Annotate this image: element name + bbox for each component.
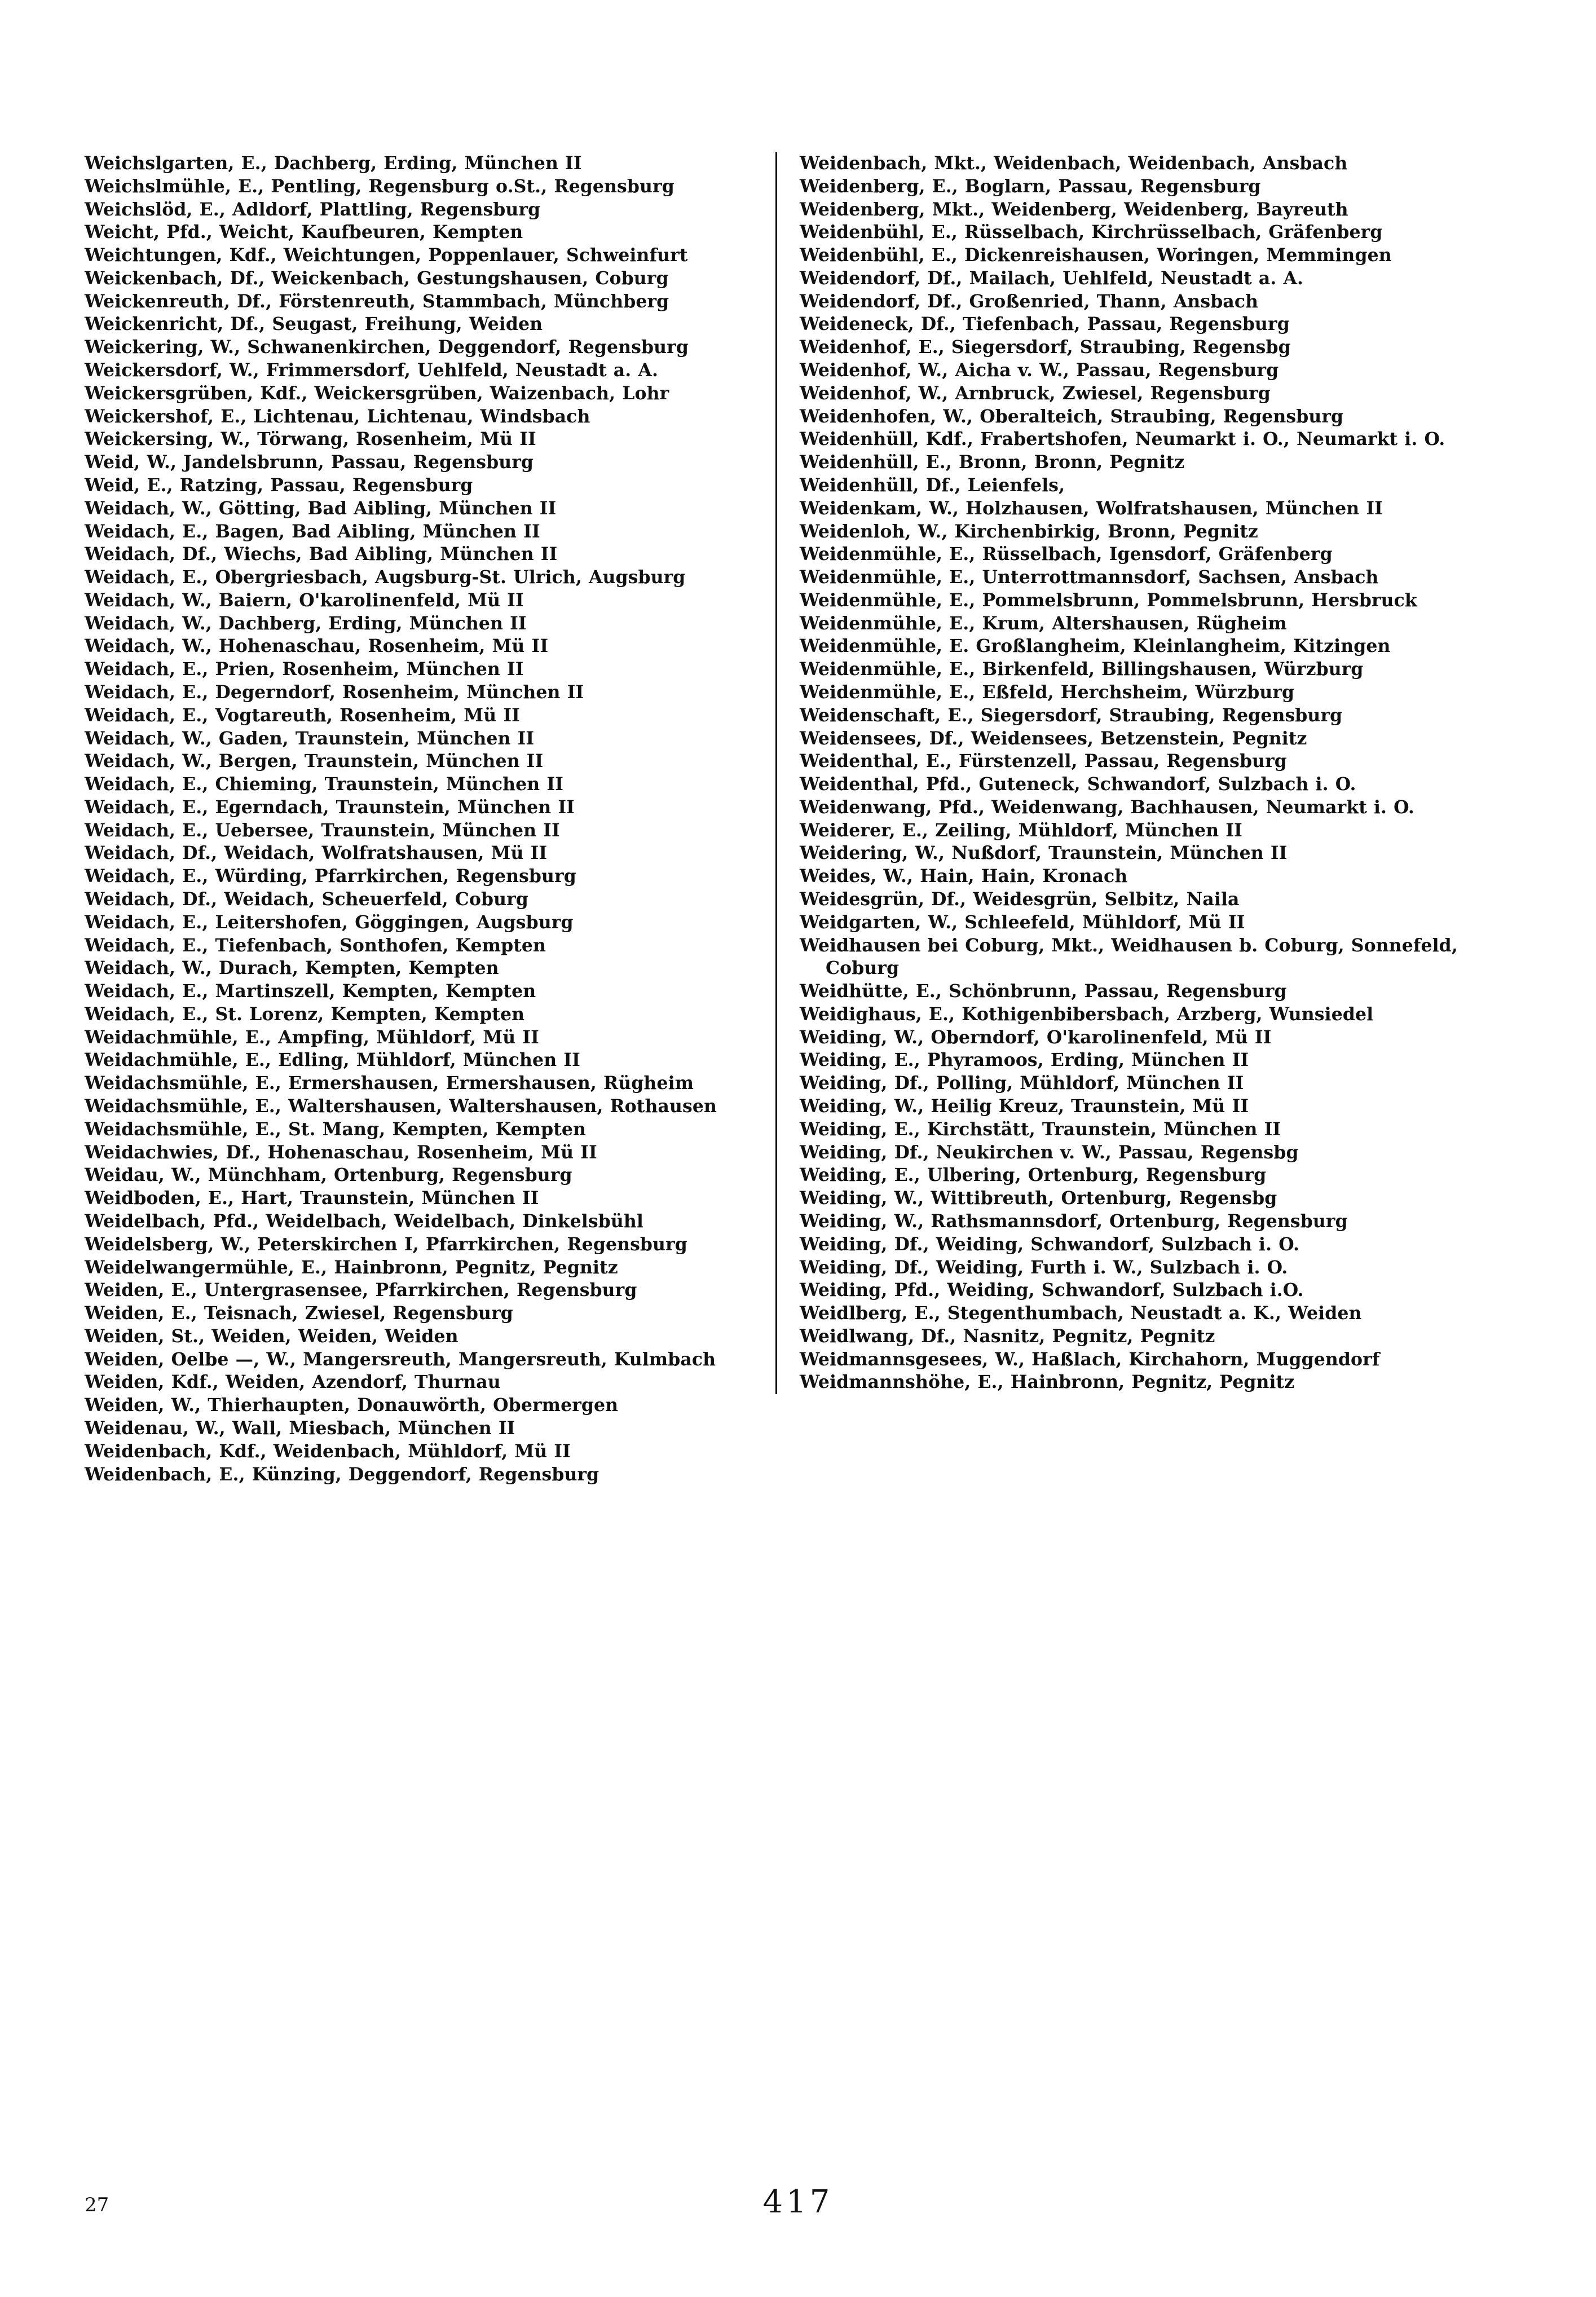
index-entry: Weidenau, W., Wall, Miesbach, München II [85, 1417, 515, 1439]
index-entry: Weidach, Df., Weidach, Wolfratshausen, Mü II [85, 843, 548, 864]
index-entry: Weidelsberg, W., Peterskirchen I, Pfarrkirchen, Regensburg [85, 1233, 687, 1255]
index-entry: Weidenhüll, Df., Leienfels, [800, 474, 1065, 496]
index-entry: Weidenmühle, E., Krum, Altershausen, Rügheim [800, 612, 1287, 634]
index-entry: Weidenbach, Mkt., Weidenbach, Weidenbach, Ansbach [800, 153, 1348, 174]
index-entry: Weidboden, E., Hart, Traunstein, München II [85, 1188, 539, 1209]
index-entry: Weiden, E., Untergrasensee, Pfarrkirchen, Regensburg [85, 1280, 637, 1301]
index-entry: Weidenbühl, E., Rüsselbach, Kirchrüsselbach, Gräfenberg [800, 222, 1383, 243]
index-entry: Weidenwang, Pfd., Weidenwang, Bachhausen, Neumarkt i. O. [800, 796, 1414, 818]
index-entry: Weiding, W., Heilig Kreuz, Traunstein, Mü II [800, 1096, 1249, 1117]
index-entry: Weickersgrüben, Kdf., Weickersgrüben, Waizenbach, Lohr [85, 382, 669, 404]
index-entry: Weidenhof, W., Arnbruck, Zwiesel, Regensburg [800, 382, 1271, 404]
index-entry: Weidlwang, Df., Nasnitz, Pegnitz, Pegnitz [800, 1325, 1215, 1347]
index-entry: Weickersdorf, W., Frimmersdorf, Uehlfeld, Neustadt a. A. [85, 360, 659, 381]
index-entry: Weiding, E., Ulbering, Ortenburg, Regensburg [800, 1165, 1267, 1186]
index-entry: Weickering, W., Schwanenkirchen, Deggendorf, Regensburg [85, 337, 689, 358]
index-entry: Weidach, W., Dachberg, Erding, München II [85, 612, 527, 634]
right-column [775, 152, 1466, 1394]
index-entry: Weiding, Df., Neukirchen v. W., Passau, Regensbg [800, 1141, 1299, 1163]
index-entry: Weidach, E., Martinszell, Kempten, Kempten [85, 981, 536, 1002]
index-entry: Weidenhof, E., Siegersdorf, Straubing, Regensbg [800, 337, 1291, 358]
index-entry: Weidach, W., Götting, Bad Aibling, München II [85, 497, 557, 519]
index-entry: Weidachwies, Df., Hohenaschau, Rosenheim, Mü II [85, 1141, 597, 1163]
index-entry: Weidelbach, Pfd., Weidelbach, Weidelbach, Dinkelsbühl [85, 1210, 643, 1232]
index-entry: Weidelwangermühle, E., Hainbronn, Pegnitz, Pegnitz [85, 1256, 618, 1278]
index-entry: Weickenricht, Df., Seugast, Freihung, Weiden [85, 314, 543, 335]
index-entry: Weiding, Pfd., Weiding, Schwandorf, Sulzbach i.O. [800, 1280, 1304, 1301]
index-entry: Weickenreuth, Df., Förstenreuth, Stammbach, Münchberg [85, 290, 669, 312]
index-entry: Weichslgarten, E., Dachberg, Erding, München II [85, 153, 582, 174]
index-entry: Weidmannshöhe, E., Hainbronn, Pegnitz, Pegnitz [800, 1372, 1295, 1393]
index-entry: Weiden, Oelbe —, W., Mangersreuth, Mangersreuth, Kulmbach [85, 1348, 716, 1370]
index-entry: Weidenhüll, Kdf., Frabertshofen, Neumarkt i. O., Neumarkt i. O. [800, 429, 1445, 450]
index-entry: Weiding, W., Oberndorf, O'karolinenfeld, Mü II [800, 1026, 1272, 1048]
index-entry: Weidendorf, Df., Großenried, Thann, Ansbach [800, 290, 1259, 312]
index-entry: Weidesgrün, Df., Weidesgrün, Selbitz, Naila [800, 889, 1240, 910]
index-entry: Weickershof, E., Lichtenau, Lichtenau, Windsbach [85, 405, 590, 427]
index-entry: Weidenhofen, W., Oberalteich, Straubing, Regensburg [800, 405, 1344, 427]
index-entry: Weid, E., Ratzing, Passau, Regensburg [85, 474, 473, 496]
index-entry: Weidach, W., Hohenaschau, Rosenheim, Mü II [85, 636, 549, 657]
index-entry: Weidmannsgesees, W., Haßlach, Kirchahorn, Muggendorf [800, 1348, 1380, 1370]
index-entry: Weidenhof, W., Aicha v. W., Passau, Regensburg [800, 360, 1279, 381]
index-entry: Weichtungen, Kdf., Weichtungen, Poppenlauer, Schweinfurt [85, 245, 688, 266]
index-entry: Weidachsmühle, E., Ermershausen, Ermershausen, Rügheim [85, 1073, 694, 1094]
index-entry: Weidenmühle, E., Pommelsbrunn, Pommelsbrunn, Hersbruck [800, 589, 1417, 611]
index-entry: Weiding, W., Wittibreuth, Ortenburg, Regensbg [800, 1188, 1277, 1209]
index-entry: Weidendorf, Df., Mailach, Uehlfeld, Neustadt a. A. [800, 267, 1304, 289]
index-entry: Weidach, E., Prien, Rosenheim, München II [85, 659, 524, 680]
index-entry: Weiden, Kdf., Weiden, Azendorf, Thurnau [85, 1372, 501, 1393]
index-entry: Weidenberg, E., Boglarn, Passau, Regensburg [800, 175, 1261, 197]
index-entry: Weiding, Df., Polling, Mühldorf, München II [800, 1073, 1244, 1094]
index-entry: Weiding, E., Kirchstätt, Traunstein, München II [800, 1118, 1281, 1140]
index-entry: Weidach, E., Leitershofen, Göggingen, Augsburg [85, 911, 574, 933]
index-entry: Weidach, W., Bergen, Traunstein, München II [85, 751, 544, 772]
index-entry: Weidach, W., Gaden, Traunstein, München II [85, 728, 535, 749]
index-entry: Weidenbach, Kdf., Weidenbach, Mühldorf, Mü II [85, 1440, 571, 1462]
index-entry: Weiderer, E., Zeiling, Mühldorf, München II [800, 819, 1242, 841]
index-entry: Weidach, W., Durach, Kempten, Kempten [85, 958, 499, 979]
index-entry: Weidach, E., St. Lorenz, Kempten, Kempten [85, 1003, 525, 1025]
index-entry: Weidach, E., Chieming, Traunstein, München II [85, 774, 564, 795]
index-entry: Weideneck, Df., Tiefenbach, Passau, Regensburg [800, 314, 1290, 335]
index-entry: Weidighaus, E., Kothigenbibersbach, Arzberg, Wunsiedel [800, 1003, 1374, 1025]
index-entry: Weides, W., Hain, Hain, Kronach [800, 866, 1128, 887]
index-entry: Weidenloh, W., Kirchenbirkig, Bronn, Pegnitz [800, 521, 1258, 542]
two-column-body [85, 152, 1511, 2160]
index-entry: Weidenmühle, E. Großlangheim, Kleinlangheim, Kitzingen [800, 636, 1391, 657]
index-entry: Weidenschaft, E., Siegersdorf, Straubing, Regensburg [800, 704, 1343, 726]
index-entry: Weiding, W., Rathsmannsdorf, Ortenburg, Regensburg [800, 1210, 1348, 1232]
index-entry: Weiding, Df., Weiding, Furth i. W., Sulzbach i. O. [800, 1256, 1288, 1278]
index-entry: Weidau, W., Münchham, Ortenburg, Regensburg [85, 1165, 572, 1186]
index-entry: Weiden, St., Weiden, Weiden, Weiden [85, 1325, 458, 1347]
index-entry: Weidach, E., Obergriesbach, Augsburg-St. Ulrich, Augsburg [85, 567, 686, 588]
index-entry: Weidach, W., Baiern, O'karolinenfeld, Mü II [85, 589, 524, 611]
index-entry: Weidenbach, E., Künzing, Deggendorf, Regensburg [85, 1463, 599, 1485]
index-entry: Weiden, W., Thierhaupten, Donauwörth, Obermergen [85, 1395, 619, 1416]
index-entry: Weidhütte, E., Schönbrunn, Passau, Regensburg [800, 981, 1287, 1002]
index-entry: Weidach, E., Würding, Pfarrkirchen, Regensburg [85, 866, 576, 887]
index-entry: Weidhausen bei Coburg, Mkt., Weidhausen b. Coburg, Sonnefeld, Coburg [800, 934, 1458, 979]
index-entry: Weidlberg, E., Stegenthumbach, Neustadt a. K., Weiden [800, 1303, 1362, 1324]
index-entry: Weidensees, Df., Weidensees, Betzenstein, Pegnitz [800, 728, 1307, 749]
index-entry: Weidenmühle, E., Birkenfeld, Billingshausen, Würzburg [800, 659, 1364, 680]
index-entry: Weidach, E., Degerndorf, Rosenheim, München II [85, 681, 584, 703]
index-entry: Weidenmühle, E., Rüsselbach, Igensdorf, Gräfenberg [800, 544, 1333, 565]
page-number: 417 [762, 2184, 834, 2220]
index-entry: Weidenbühl, E., Dickenreishausen, Woringen, Memmingen [800, 245, 1392, 266]
page-footer [0, 2184, 1596, 2245]
index-entry: Weiding, Df., Weiding, Schwandorf, Sulzbach i. O. [800, 1233, 1300, 1255]
index-entry: Weidachmühle, E., Edling, Mühldorf, München II [85, 1050, 580, 1071]
index-entry: Weidach, Df., Wiechs, Bad Aibling, München II [85, 544, 558, 565]
index-entry: Weidachsmühle, E., Waltershausen, Waltershausen, Rothausen [85, 1096, 717, 1117]
index-entry: Weiding, E., Phyramoos, Erding, München II [800, 1050, 1249, 1071]
index-entry: Weidach, Df., Weidach, Scheuerfeld, Coburg [85, 889, 528, 910]
index-entry: Weidgarten, W., Schleefeld, Mühldorf, Mü II [800, 911, 1245, 933]
index-entry: Weidenthal, Pfd., Guteneck, Schwandorf, Sulzbach i. O. [800, 774, 1356, 795]
index-entry: Weidenberg, Mkt., Weidenberg, Weidenberg, Bayreuth [800, 199, 1348, 220]
index-entry: Weidach, E., Tiefenbach, Sonthofen, Kempten [85, 934, 546, 956]
index-entry: Weidach, E., Egerndach, Traunstein, München II [85, 796, 575, 818]
index-entry: Weicht, Pfd., Weicht, Kaufbeuren, Kempten [85, 222, 523, 243]
index-entry: Weidenmühle, E., Unterrottmannsdorf, Sachsen, Ansbach [800, 567, 1379, 588]
index-entry: Weickenbach, Df., Weickenbach, Gestungshausen, Coburg [85, 267, 669, 289]
index-entry: Weidenmühle, E., Eßfeld, Herchsheim, Würzburg [800, 681, 1295, 703]
index-entry: Weidering, W., Nußdorf, Traunstein, München II [800, 843, 1288, 864]
index-entry: Weidach, E., Bagen, Bad Aibling, München II [85, 521, 540, 542]
left-column [85, 152, 775, 1486]
index-entry: Weidenkam, W., Holzhausen, Wolfratshausen, München II [800, 497, 1383, 519]
index-entry: Weidach, E., Uebersee, Traunstein, München II [85, 819, 560, 841]
index-entry: Weidachmühle, E., Ampfing, Mühldorf, Mü II [85, 1026, 539, 1048]
index-entry: Weichslmühle, E., Pentling, Regensburg o.St., Regensburg [85, 175, 674, 197]
index-entry: Weidach, E., Vogtareuth, Rosenheim, Mü II [85, 704, 520, 726]
index-entry: Weichslöd, E., Adldorf, Plattling, Regensburg [85, 199, 541, 220]
index-entry: Weidachsmühle, E., St. Mang, Kempten, Kempten [85, 1118, 587, 1140]
index-entry: Weiden, E., Teisnach, Zwiesel, Regensburg [85, 1303, 513, 1324]
signature-mark: 27 [85, 2194, 109, 2216]
index-entry: Weickersing, W., Törwang, Rosenheim, Mü II [85, 429, 536, 450]
index-entry: Weidenhüll, E., Bronn, Bronn, Pegnitz [800, 452, 1185, 473]
index-entry: Weid, W., Jandelsbrunn, Passau, Regensburg [85, 452, 534, 473]
index-entry: Weidenthal, E., Fürstenzell, Passau, Regensburg [800, 751, 1287, 772]
